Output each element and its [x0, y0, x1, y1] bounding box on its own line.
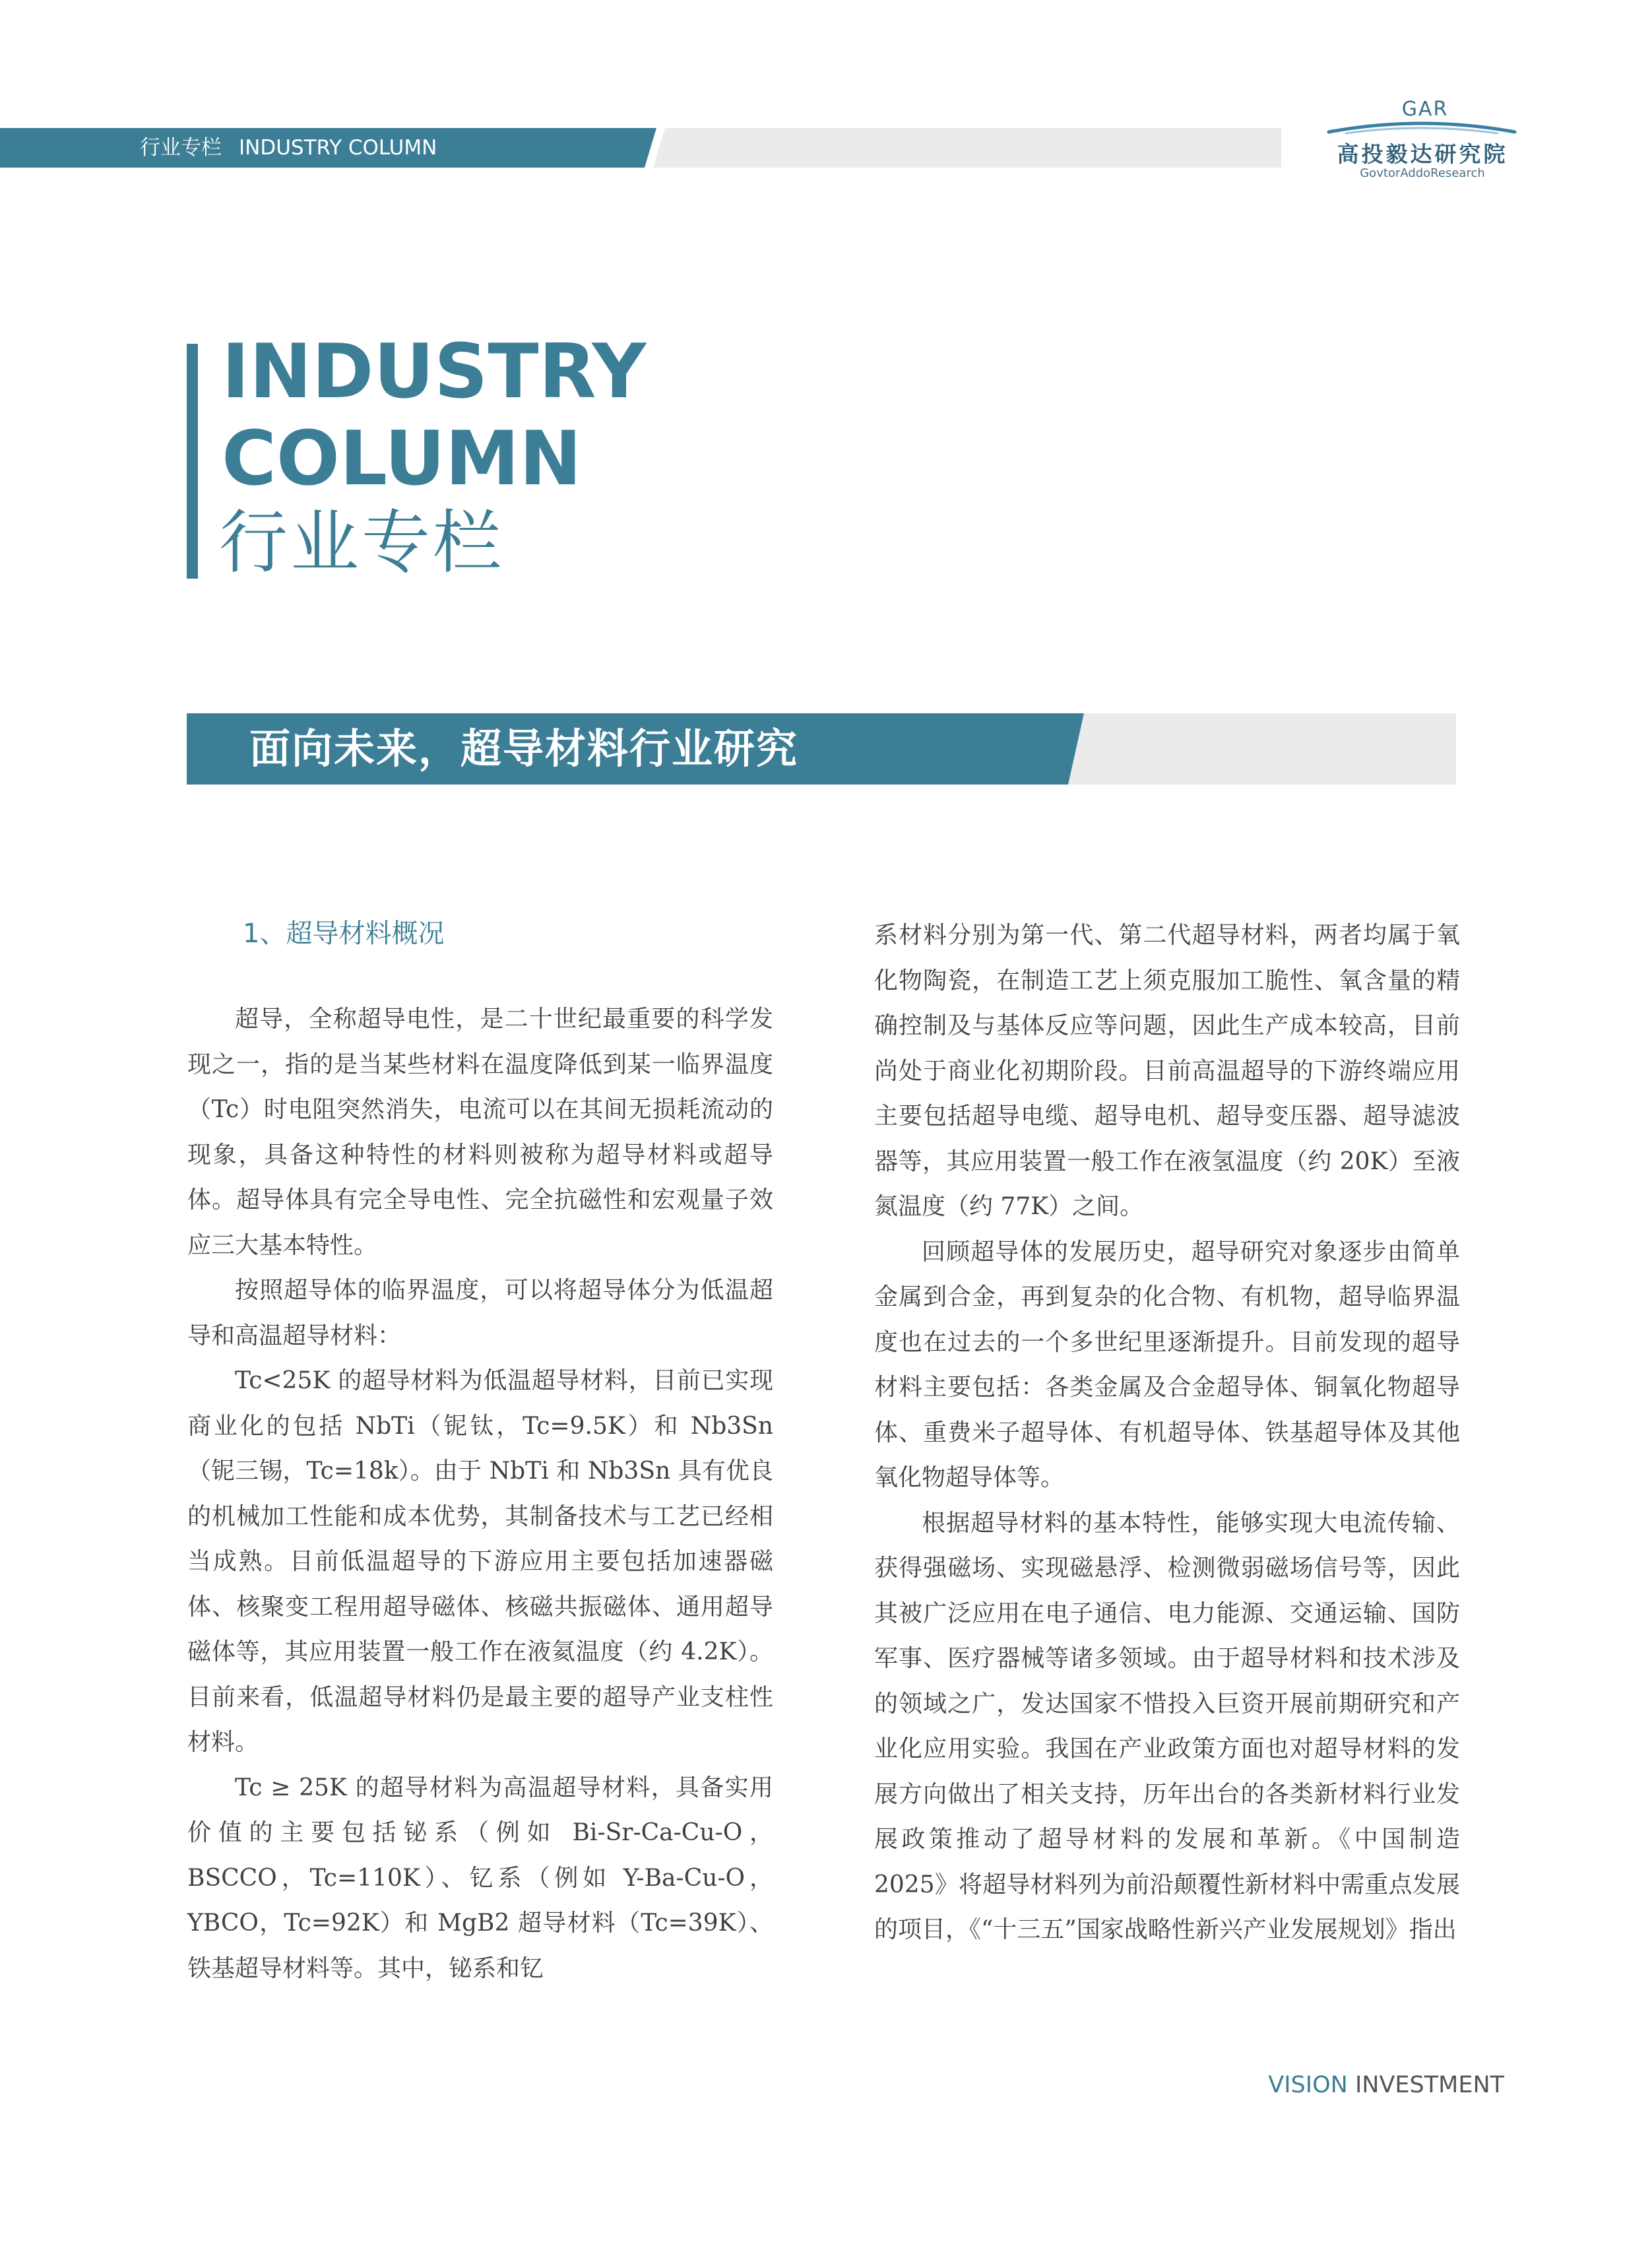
- gar-logo: [1313, 98, 1537, 183]
- article-title: 面向未来，超导材料行业研究: [249, 724, 799, 773]
- logo-swoosh-icon: [1326, 119, 1517, 135]
- footer-brand-vision: VISION: [1268, 2072, 1348, 2098]
- paragraph: Tc ≥ 25K 的超导材料为高温超导材料，具备实用价值的主要包括铋系（例如 Bi-Sr-Ca-Cu-O，BSCCO，Tc=110K）、钇系（例如 Y-Ba-Cu-O，YBCO，Tc=92K）和 MgB2 超导材料（Tc=39K）、铁基超导材料等。其中，铋系和钇: [187, 1774, 773, 1982]
- footer-brand: [1268, 2072, 1504, 2098]
- column-title-cn: 行业专栏: [219, 502, 505, 583]
- section-heading: 1、超导材料概况: [243, 918, 445, 949]
- column-title-en-line1: INDUSTRY: [222, 328, 647, 415]
- body-column-right: [874, 913, 1460, 1953]
- paragraph: Tc<25K 的超导材料为低温超导材料，目前已实现商业化的包括 NbTi（铌钛，Tc=9.5K）和 Nb3Sn（铌三锡，Tc=18k）。由于 NbTi 和 Nb3Sn 具有优良的机械加工性能和成本优势，其制备技术与工艺已经相当成熟。目前低温超导的下游应用主要包括加速器磁体、核聚变工程用超导磁体、核磁共振磁体、通用超导磁体等，其应用装置一般工作在液氦温度（约 4.2K）。目前来看，低温超导材料仍是最主要的超导产业支柱性材料。: [187, 1367, 773, 1756]
- header-label: [140, 128, 437, 168]
- title-accent-bar: [187, 344, 198, 579]
- logo-abbr: GAR: [1401, 98, 1449, 121]
- paragraph: 超导，全称超导电性，是二十世纪最重要的科学发现之一，指的是当某些材料在温度降低到某一临界温度（Tc）时电阻突然消失，电流可以在其间无损耗流动的现象，具备这种特性的材料则被称为超导材料或超导体。超导体具有完全导电性、完全抗磁性和宏观量子效应三大基本特性。: [187, 1006, 773, 1259]
- header-label-cn: 行业专栏: [140, 136, 222, 160]
- paragraph: 按照超导体的临界温度，可以将超导体分为低温超导和高温超导材料：: [187, 1277, 773, 1349]
- paragraph: 回顾超导体的发展历史，超导研究对象逐步由简单金属到合金，再到复杂的化合物、有机物，超导临界温度也在过去的一个多世纪里逐渐提升。目前发现的超导材料主要包括：各类金属及合金超导体、铜氧化物超导体、重费米子超导体、有机超导体、铁基超导体及其他氧化物超导体等。: [874, 1238, 1460, 1491]
- body-column-left: [187, 911, 773, 1991]
- paragraph: 系材料分别为第一代、第二代超导材料，两者均属于氧化物陶瓷，在制造工艺上须克服加工脆性、氧含量的精确控制及与基体反应等问题，因此生产成本较高，目前尚处于商业化初期阶段。目前高温超导的下游终端应用主要包括超导电缆、超导电机、超导变压器、超导滤波器等，其应用装置一般工作在液氢温度（约 20K）至液氮温度（约 77K）之间。: [874, 922, 1460, 1220]
- logo-name-cn: 高投毅达研究院: [1337, 141, 1508, 167]
- header-band-gray: [653, 128, 1281, 168]
- footer-brand-investment: INVESTMENT: [1354, 2072, 1504, 2098]
- paragraph: 根据超导材料的基本特性，能够实现大电流传输、获得强磁场、实现磁悬浮、检测微弱磁场信号等，因此其被广泛应用在电子通信、电力能源、交通运输、国防军事、医疗器械等诸多领域。由于超导材料和技术涉及的领域之广，发达国家不惜投入巨资开展前期研究和产业化应用实验。我国在产业政策方面也对超导材料的发展方向做出了相关支持，历年出台的各类新材料行业发展政策推动了超导材料的发展和革新。《中国制造 2025》将超导材料列为前沿颠覆性新材料中需重点发展的项目，《“十三五”国家战略性新兴产业发展规划》指出: [874, 1509, 1460, 1943]
- column-title-en: [222, 328, 815, 502]
- header-label-en: INDUSTRY COLUMN: [239, 136, 437, 160]
- column-title-en-line2: COLUMN: [222, 415, 582, 502]
- logo-name-en: GovtorAddoResearch: [1360, 166, 1485, 180]
